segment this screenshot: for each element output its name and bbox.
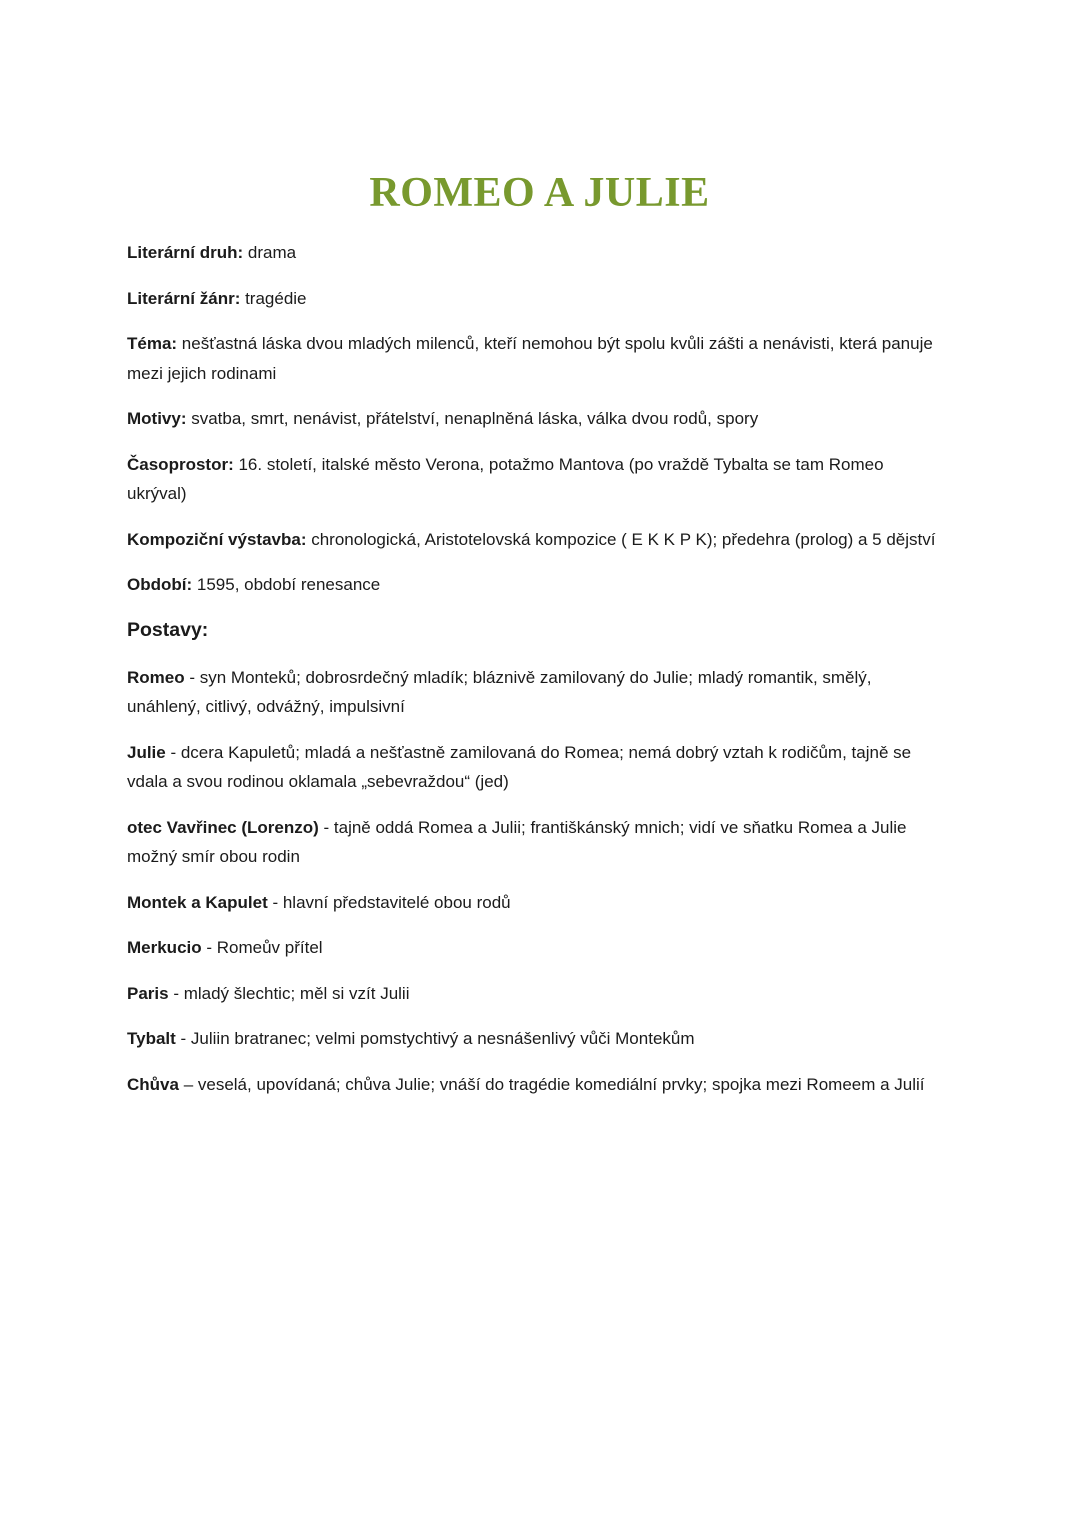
field-text: nešťastná láska dvou mladých milenců, kteří nemohou být spolu kvůli zášti a nenávisti, která panuje mezi jejich rodinami: [127, 334, 933, 383]
field-label: Časoprostor:: [127, 454, 234, 474]
character-desc: - syn Monteků; dobrosrdečný mladík; bláznivě zamilovaný do Julie; mladý romantik, smělý, unáhlený, citlivý, odvážný, impulsivní: [127, 667, 872, 716]
field-motivy: [127, 404, 942, 434]
field-kompozicni-vystavba: [127, 525, 942, 555]
character-name: Julie: [127, 742, 166, 762]
character-name: Romeo: [127, 667, 185, 687]
field-text: tragédie: [240, 288, 307, 308]
character-name: Montek a Kapulet: [127, 892, 268, 912]
field-label: Literární druh:: [127, 243, 244, 262]
field-tema: [127, 329, 942, 388]
character-chuva: [127, 1070, 942, 1100]
field-text: 1595, období renesance: [192, 575, 381, 594]
field-label: Kompoziční výstavba:: [127, 529, 307, 549]
character-desc: - Juliin bratranec; velmi pomstychtivý a nesnášenlivý vůči Montekům: [175, 1029, 695, 1048]
field-label: Literární žánr:: [127, 288, 241, 308]
character-desc: - dcera Kapuletů; mladá a nešťastně zamilovaná do Romea; nemá dobrý vztah k rodičům, tajně se vdala a svou rodinou oklamala „sebevraždou“ (jed): [127, 742, 912, 791]
character-desc: - hlavní představitelé obou rodů: [267, 892, 511, 912]
character-julie: [127, 738, 942, 797]
field-label: Téma:: [127, 334, 178, 353]
character-merkucio: [127, 933, 942, 963]
field-text: svatba, smrt, nenávist, přátelství, nenaplněná láska, válka dvou rodů, spory: [186, 409, 759, 428]
characters-heading: Postavy:: [127, 618, 209, 641]
character-desc: - mladý šlechtic; měl si vzít Julii: [168, 983, 410, 1003]
character-tybalt: [127, 1024, 942, 1054]
field-literarni-zanr: [127, 284, 942, 314]
character-otec-vavrinec: [127, 813, 942, 872]
field-casoprostor: [127, 450, 942, 509]
field-label: Motivy:: [127, 409, 187, 428]
character-desc: - Romeův přítel: [201, 938, 323, 957]
character-name: Tybalt: [127, 1029, 176, 1048]
page-title: ROMEO A JULIE: [369, 170, 710, 216]
character-name: otec Vavřinec (Lorenzo): [127, 817, 319, 837]
field-text: drama: [243, 243, 297, 262]
field-text: chronologická, Aristotelovská kompozice ( E K K P K); předehra (prolog) a 5 dějství: [306, 529, 936, 549]
field-text: 16. století, italské město Verona, potažmo Mantova (po vraždě Tybalta se tam Romeo ukrýval): [127, 454, 884, 503]
character-paris: [127, 979, 942, 1009]
character-montek-a-kapulet: [127, 888, 942, 918]
character-name: Chůva: [127, 1074, 179, 1094]
character-name: Paris: [127, 983, 169, 1003]
character-desc: - tajně oddá Romea a Julii; františkánský mnich; vidí ve sňatku Romea a Julie možný smír obou rodin: [127, 817, 907, 866]
field-label: Období:: [127, 575, 193, 594]
character-romeo: [127, 663, 942, 722]
field-literarni-druh: [127, 238, 942, 268]
field-obdobi: [127, 570, 942, 600]
character-desc: – veselá, upovídaná; chůva Julie; vnáší do tragédie komediální prvky; spojka mezi Romeem a Julií: [178, 1074, 925, 1094]
character-name: Merkucio: [127, 938, 202, 957]
